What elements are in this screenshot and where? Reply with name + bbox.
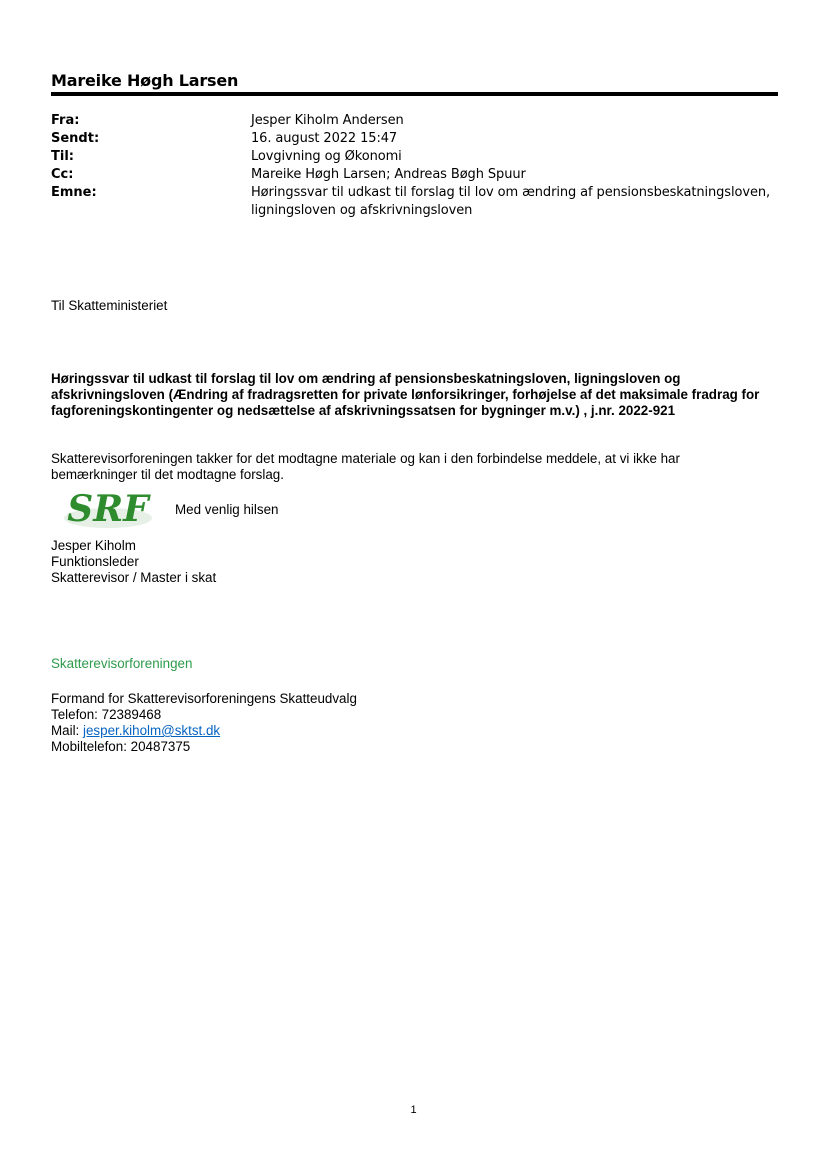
body-paragraph: Skatterevisorforeningen takker for det modtagne materiale og kan i den forbindelse meddele, at vi ikke har bemærkninger til det modtagne forslag. [51, 451, 680, 482]
sent-value: 16. august 2022 15:47 [251, 131, 398, 146]
header-divider [51, 92, 778, 96]
signature-name: Jesper Kiholm [51, 538, 136, 553]
page-number: 1 [410, 1104, 417, 1116]
cc-value: Mareike Høgh Larsen; Andreas Bøgh Spuur [251, 167, 526, 182]
organization-name: Skatterevisorforeningen [51, 656, 193, 671]
from-label: Fra: [51, 113, 80, 128]
logo-lettering: SRF [67, 488, 149, 530]
srf-logo-icon [63, 488, 153, 530]
cc-label: Cc: [51, 167, 74, 182]
phone-number: 72389468 [101, 707, 162, 722]
greeting: Med venlig hilsen [175, 502, 279, 517]
hearing-subject-heading: Høringssvar til udkast til forslag til lov om ændring af pensionsbeskatningsloven, ligningsloven og afskrivningsloven (Ændring af fradragsretten for private lønforsikringer, forhøjelse af det maksimale fradrag for fagforeningskontingenter og nedsættelse af afskrivningssatsen for bygninger m.v.) , j.nr. 2022-921 [51, 371, 760, 418]
subject-value: Høringssvar til udkast til forslag til lov om ændring af pensionsbeskatningsloven, ligningsloven og afskrivningsloven [251, 185, 771, 218]
signature-position: Formand for Skatterevisorforeningens Skatteudvalg [51, 691, 357, 706]
recipient-line: Til Skatteministeriet [51, 298, 168, 313]
phone-line [51, 707, 161, 723]
mobile-label: Mobiltelefon: [51, 739, 131, 754]
signature-role: Funktionsleder [51, 554, 139, 569]
email-link[interactable]: jesper.kiholm@sktst.dk [83, 723, 221, 738]
to-value: Lovgivning og Økonomi [251, 149, 402, 164]
mobile-line [51, 739, 190, 755]
mail-label: Mail: [51, 723, 83, 738]
mail-line [51, 723, 220, 739]
subject-label: Emne: [51, 185, 97, 200]
signature-title: Skatterevisor / Master i skat [51, 570, 217, 585]
mobile-number: 20487375 [130, 739, 191, 754]
phone-label: Telefon: [51, 707, 102, 722]
sent-label: Sendt: [51, 131, 100, 146]
to-label: Til: [51, 149, 74, 164]
from-value: Jesper Kiholm Andersen [251, 113, 404, 128]
mailbox-owner-name: Mareike Høgh Larsen [51, 71, 239, 90]
